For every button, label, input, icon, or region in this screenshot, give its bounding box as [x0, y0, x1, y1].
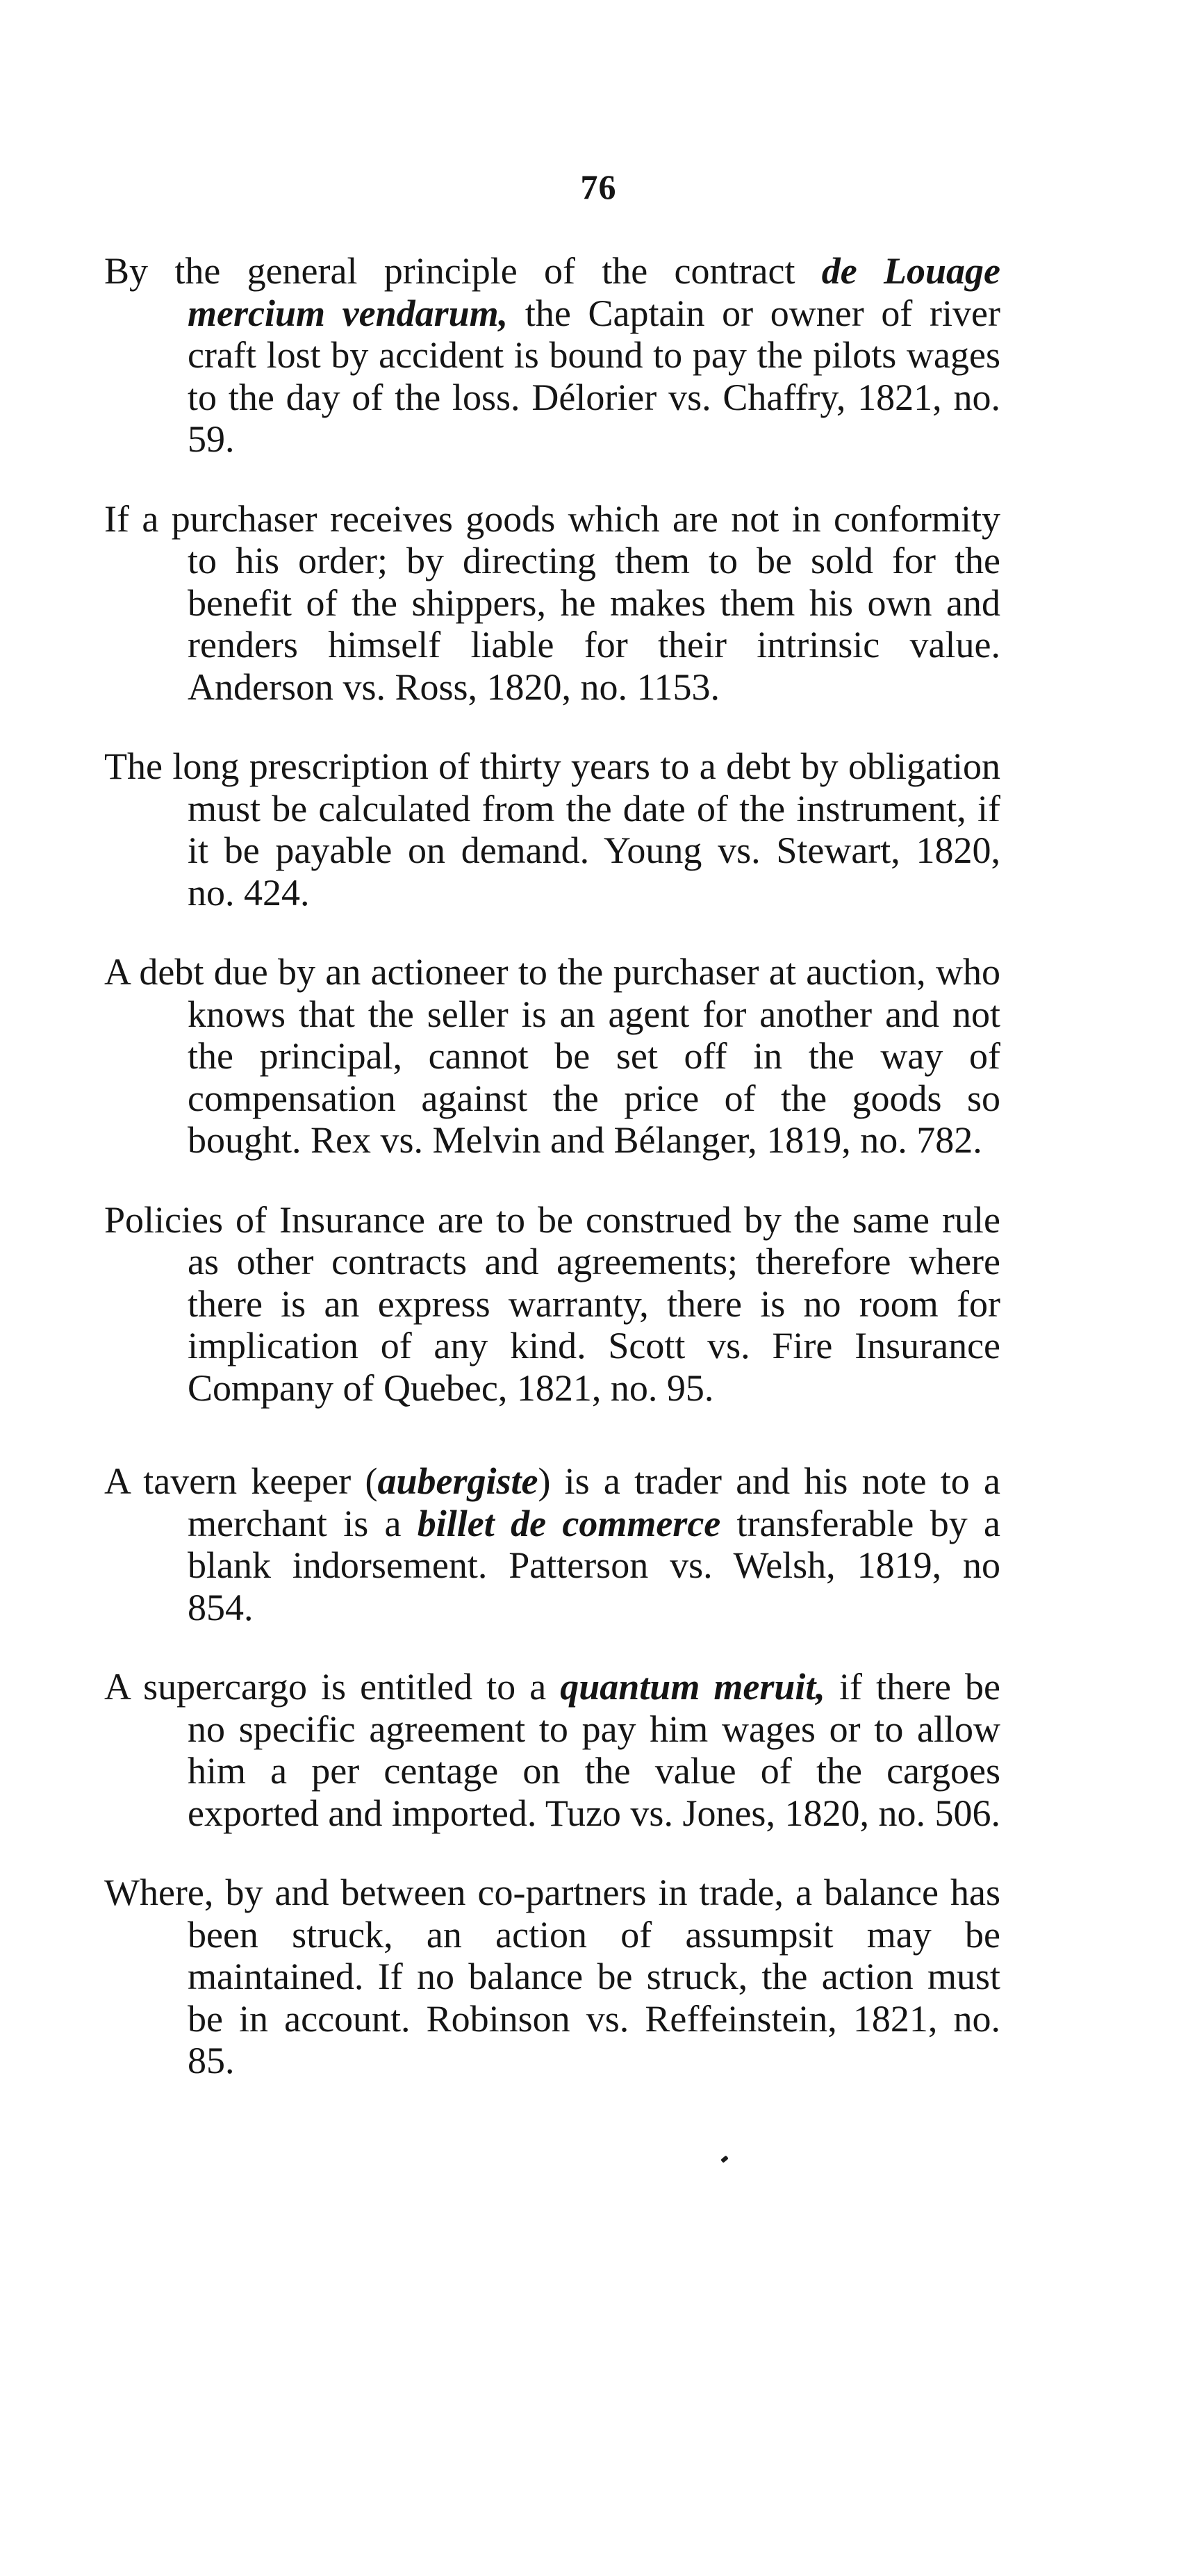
paragraph-text: The long prescription of thirty years to a debt by obligation must be calculated from the date of the instrument, if it be payable on demand. Young vs. Stewart, 1820, no. 424. [104, 745, 1000, 914]
paragraph-tavern-keeper-trader [104, 1460, 1000, 1628]
ink-speck [720, 2155, 729, 2163]
paragraph-insurance-policies-warranty [104, 1199, 1000, 1410]
paragraph-text: ) is a trader and his note to a merchant is a [188, 1460, 1000, 1544]
paragraph-purchaser-goods-nonconformity [104, 498, 1000, 709]
paragraph-text: if there be no specific agreement to pay him wages or to allow him a per centage on the value of the cargoes exported and imported. Tuzo vs. Jones, 1820, no. 506. [188, 1666, 1000, 1834]
latin-term-emphasis: de Louage mercium vendarum, [188, 250, 1001, 334]
latin-term-emphasis: quantum meruit, [560, 1666, 825, 1708]
french-term-emphasis: aubergiste [377, 1460, 538, 1502]
paragraph-text: A supercargo is entitled to a [104, 1666, 561, 1708]
paragraph-text: A tavern keeper ( [104, 1460, 378, 1502]
document-body [104, 250, 1000, 2120]
paragraph-text: the Captain or owner of river craft lost by accident is bound to pay the pilots wages to the day of the loss. Délorier vs. Chaffry, 1821, no. 59. [188, 292, 1000, 460]
paragraph-copartners-balance-assumpsit [104, 1872, 1000, 2082]
paragraph-text: By the general principle of the contract [104, 250, 822, 292]
paragraph-prescription-thirty-years [104, 745, 1000, 914]
paragraph-text: Policies of Insurance are to be construed by the same rule as other contracts and agreements; therefore where there is an express warranty, there is no room for implication of any kind. Scott vs. Fire Insurance Company of Quebec, 1821, no. 95. [104, 1198, 1000, 1409]
page-number: 76 [580, 167, 617, 206]
paragraph-supercargo-quantum-meruit [104, 1666, 1000, 1834]
paragraph-text: A debt due by an actioneer to the purchaser at auction, who knows that the seller is an agent for another and not the principal, cannot be set off in the way of compensation against the price of the goods so bought. Rex vs. Melvin and Bélanger, 1819, no. 782. [104, 951, 1000, 1161]
paragraph-text: Where, by and between co-partners in trade, a balance has been struck, an action of assumpsit may be maintained. If no balance be struck, the action must be in account. Robinson vs. Reffeinstein, 1821, no. 85. [104, 1872, 1000, 2081]
paragraph-louage-captain-pilot-wages [104, 250, 1000, 461]
paragraph-text: If a purchaser receives goods which are not in conformity to his order; by directing them to be sold for the benefit of the shippers, he makes them his own and renders himself liable for their intrinsic value. Anderson vs. Ross, 1820, no. 1153. [104, 497, 1000, 708]
paragraph-text: transferable by a blank indorsement. Patterson vs. Welsh, 1819, no 854. [188, 1502, 1000, 1628]
paragraph-auctioneer-debt-compensation [104, 951, 1000, 1162]
french-term-emphasis: billet de commerce [417, 1502, 721, 1544]
